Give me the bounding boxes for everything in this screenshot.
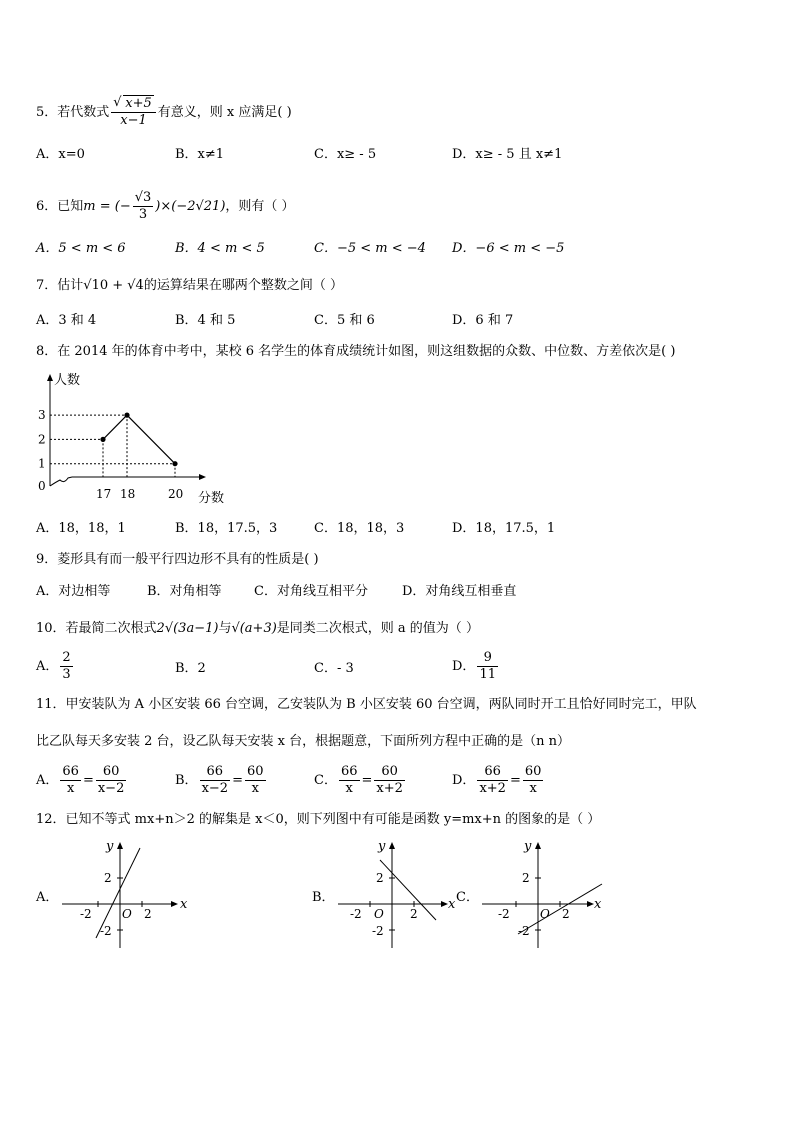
graph-a-origin: O [122,907,132,921]
question-12: 12．已知不等式 mx+n＞2 的解集是 x＜0，则下列图中有可能是函数 y=mx+n 的图象的是（ ） [36,812,601,827]
q6-option-d: D．−6 < m < −5 [452,241,565,256]
graph-b-x-arrow [441,901,448,907]
question-10: 10．若最简二次根式2√(3a−1)与√(a+3)是同类二次根式，则 a 的值为（ ） [36,621,479,636]
x-tick-label: 18 [120,487,136,501]
q10-radical-2: √(a+3) [231,621,277,636]
q9-option-b: B．对角相等 [147,584,222,599]
svg-text:-2: -2 [80,907,92,921]
svg-text:-2: -2 [518,924,530,938]
q12-option-b-label: B． [312,890,335,905]
q10-radical-1: 2√(3a−1) [156,621,219,636]
q9-option-c: C．对角线互相平分 [254,584,368,599]
svg-text:2: 2 [144,907,152,921]
question-8: 8．在 2014 年的体育中考中，某校 6 名学生的体育成绩统计如图，则这组数据的众数、中位数、方差依次是( ) [36,344,676,359]
svg-text:2: 2 [522,871,530,885]
q10-option-d: D． $\frac{9}{11}$ [452,650,496,682]
y-tick-label: 3 [38,408,46,423]
question-11-line-2: 比乙队每天多安装 2 台，设乙队每天安装 x 台，根据题意，下面所列方程中正确的是（n n） [36,734,571,749]
q7-option-b: B．4 和 5 [175,313,236,328]
question-6: 6．已知m = (− $\frac{√3}{3}$ )×(−2√21)，则有（ ） [36,190,295,222]
q8-option-d: D．18，17.5，1 [452,521,556,536]
chart-y-arrow [47,374,53,381]
q8-option-c: C．18，18，3 [314,521,405,536]
q11-option-b: B． $\frac{66}{x-2}$ = $\frac{60}{x}$ [175,764,264,796]
data-point [100,437,105,442]
svg-text:2: 2 [562,907,570,921]
q5-radical: √ x+5 [113,96,154,112]
q12-option-c-label: C． [456,890,479,905]
q10-option-a: A． $\frac{2}{3}$ [36,650,71,682]
graph-c-origin: O [540,907,550,921]
y-tick-label: 2 [38,432,46,447]
graph-b-y-arrow [389,842,395,849]
q8-option-a: A．18，18，1 [36,521,126,536]
graph-b-function-line [380,860,436,920]
question-9: 9．菱形具有而一般平行四边形不具有的性质是( ) [36,552,319,567]
svg-text:2: 2 [410,907,418,921]
series-line [103,415,175,464]
q12-graph-b [334,838,460,953]
y-tick-label: 1 [38,456,46,471]
q11-option-a: A． $\frac{66}{x}$ = $\frac{60}{x-2}$ [36,764,125,796]
graph-a-x-label: x [180,897,188,912]
svg-text:-2: -2 [372,924,384,938]
q5-stem-end: 有意义，则 x 应满足( ) [157,105,292,120]
question-5 [36,96,292,129]
q6-option-c: C．−5 < m < −4 [314,241,426,256]
y-tick-label: 0 [38,479,46,493]
graph-a-y-label: y [106,839,114,854]
graph-c-y-arrow [535,842,541,849]
graph-a-y-arrow [117,842,123,849]
svg-text:-2: -2 [498,907,510,921]
q12-graph-a [58,838,188,953]
chart-xlabel: 分数 [198,491,225,506]
question-7: 7．估计√10 + √4的运算结果在哪两个整数之间（ ） [36,278,343,293]
q9-option-a: A．对边相等 [36,584,111,599]
svg-text:2: 2 [104,871,112,885]
q6-option-b: B．4 < m < 5 [175,241,265,256]
x-tick-label: 17 [96,487,112,501]
graph-b-origin: O [374,907,384,921]
q7-option-c: C．5 和 6 [314,313,375,328]
q12-graph-c [478,838,608,953]
chart-x-arrow [199,474,206,480]
q5-stem: 5．若代数式 [36,105,110,120]
q5-option-b: B．x≠1 [175,147,225,162]
q6-option-a: A．5 < m < 6 [36,241,126,256]
chart-ylabel: 人数 [54,373,81,388]
question-11-line-1: 11．甲安装队为 A 小区安装 66 台空调，乙安装队为 B 小区安装 60 台空调，两队同时开工且恰好同时完工，甲队 [36,697,697,712]
q5-option-c: C．x≥ - 5 [314,147,377,162]
svg-text:2: 2 [376,871,384,885]
q11-option-d: D． $\frac{66}{x+2}$ = $\frac{60}{x}$ [452,764,542,796]
q5-fraction: √ $\frac{x+5}{x-1}$ [111,96,156,129]
q5-option-d: D．x≥ - 5 且 x≠1 [452,147,563,162]
q10-option-c: C．- 3 [314,661,354,676]
svg-text:-2: -2 [100,924,112,938]
graph-c-y-label: y [524,839,532,854]
q5-option-a: A．x=0 [36,147,85,162]
q8-option-b: B．18，17.5，3 [175,521,278,536]
data-point [172,461,177,466]
graph-c-x-arrow [587,901,594,907]
svg-text:-2: -2 [350,907,362,921]
q11-option-c: C． $\frac{66}{x}$ = $\frac{60}{x+2}$ [314,764,403,796]
graph-c-x-label: x [594,897,602,912]
graph-b-y-label: y [378,839,386,854]
q7-expression: √10 + √4 [83,278,144,293]
graph-a-x-arrow [171,901,178,907]
graph-c-function-line [518,884,602,934]
chart-axis-break [50,477,72,486]
graph-b-x-label: x [448,897,456,912]
q8-line-chart [30,368,230,510]
q12-option-a-label: A． [36,890,59,905]
x-tick-label: 20 [168,487,184,501]
data-point [124,413,129,418]
q7-option-d: D．6 和 7 [452,313,514,328]
q9-option-d: D．对角线互相垂直 [402,584,517,599]
q10-option-b: B．2 [175,661,206,676]
q7-option-a: A．3 和 4 [36,313,97,328]
